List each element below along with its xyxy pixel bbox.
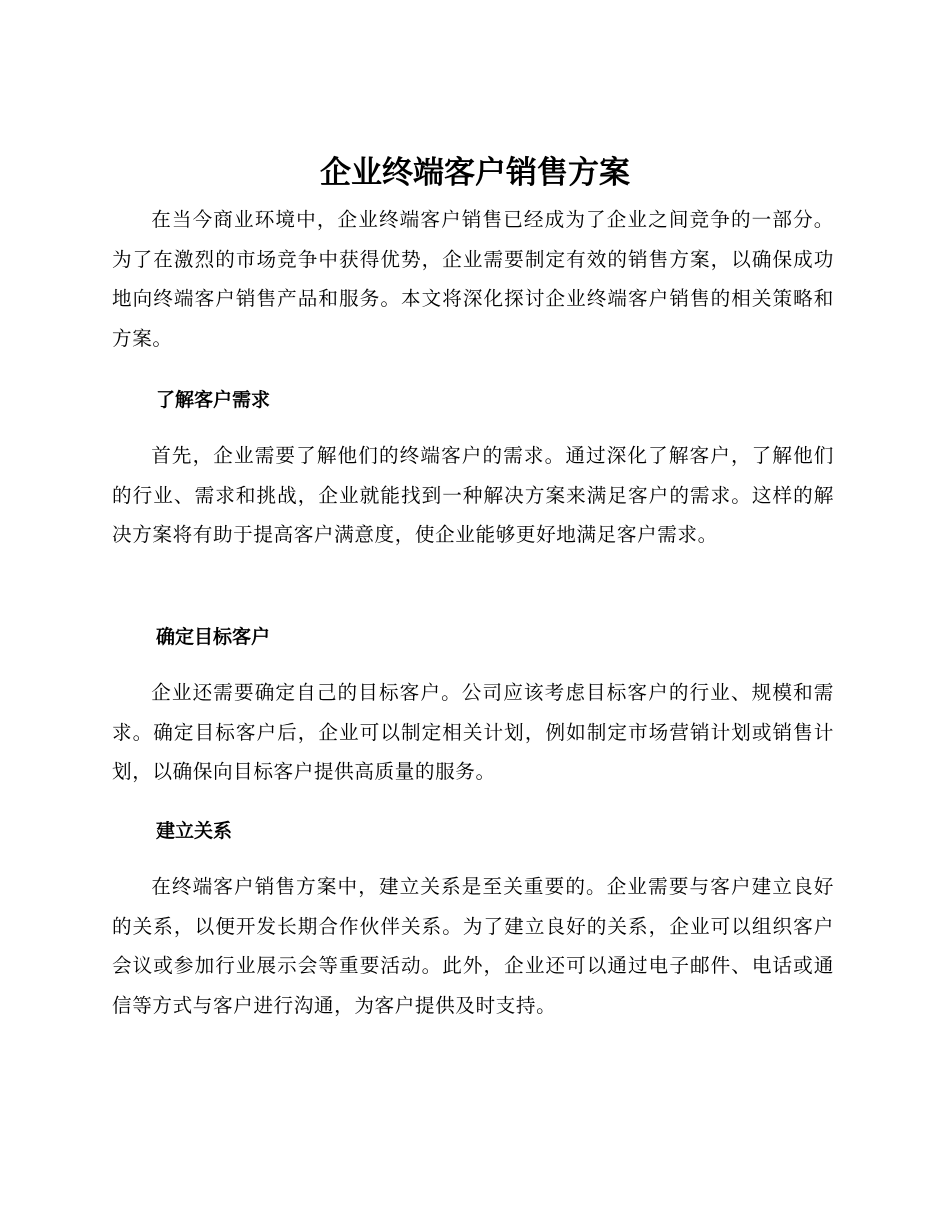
section-body-target-customers: 企业还需要确定自己的目标客户。公司应该考虑目标客户的行业、规模和需求。确定目标客户后，企业可以制定相关计划，例如制定市场营销计划或销售计划，以确保向目标客户提供高质量的服务。: [112, 681, 834, 784]
section-heading-build-relationships: 建立关系: [156, 820, 233, 842]
section-body-build-relationships: 在终端客户销售方案中，建立关系是至关重要的。企业需要与客户建立良好的关系，以便开发长期合作伙伴关系。为了建立良好的关系，企业可以组织客户会议或参加行业展示会等重要活动。此外，企业还可以通过电子邮件、电话或通信等方式与客户进行沟通，为客户提供及时支持。: [112, 875, 834, 1018]
section-heading-target-customers: 确定目标客户: [156, 626, 271, 648]
section-body-understand-needs: 首先，企业需要了解他们的终端客户的需求。通过深化了解客户，了解他们的行业、需求和挑战，企业就能找到一种解决方案来满足客户的需求。这样的解决方案将有助于提高客户满意度，使企业能够更好地满足客户需求。: [112, 444, 834, 547]
intro-paragraph: 在当今商业环境中，企业终端客户销售已经成为了企业之间竞争的一部分。为了在激烈的市场竞争中获得优势，企业需要制定有效的销售方案，以确保成功地向终端客户销售产品和服务。本文将深化探讨企业终端客户销售的相关策略和方案。: [112, 208, 834, 351]
document-title: 企业终端客户销售方案: [320, 155, 630, 191]
section-heading-understand-needs: 了解客户需求: [156, 389, 271, 411]
